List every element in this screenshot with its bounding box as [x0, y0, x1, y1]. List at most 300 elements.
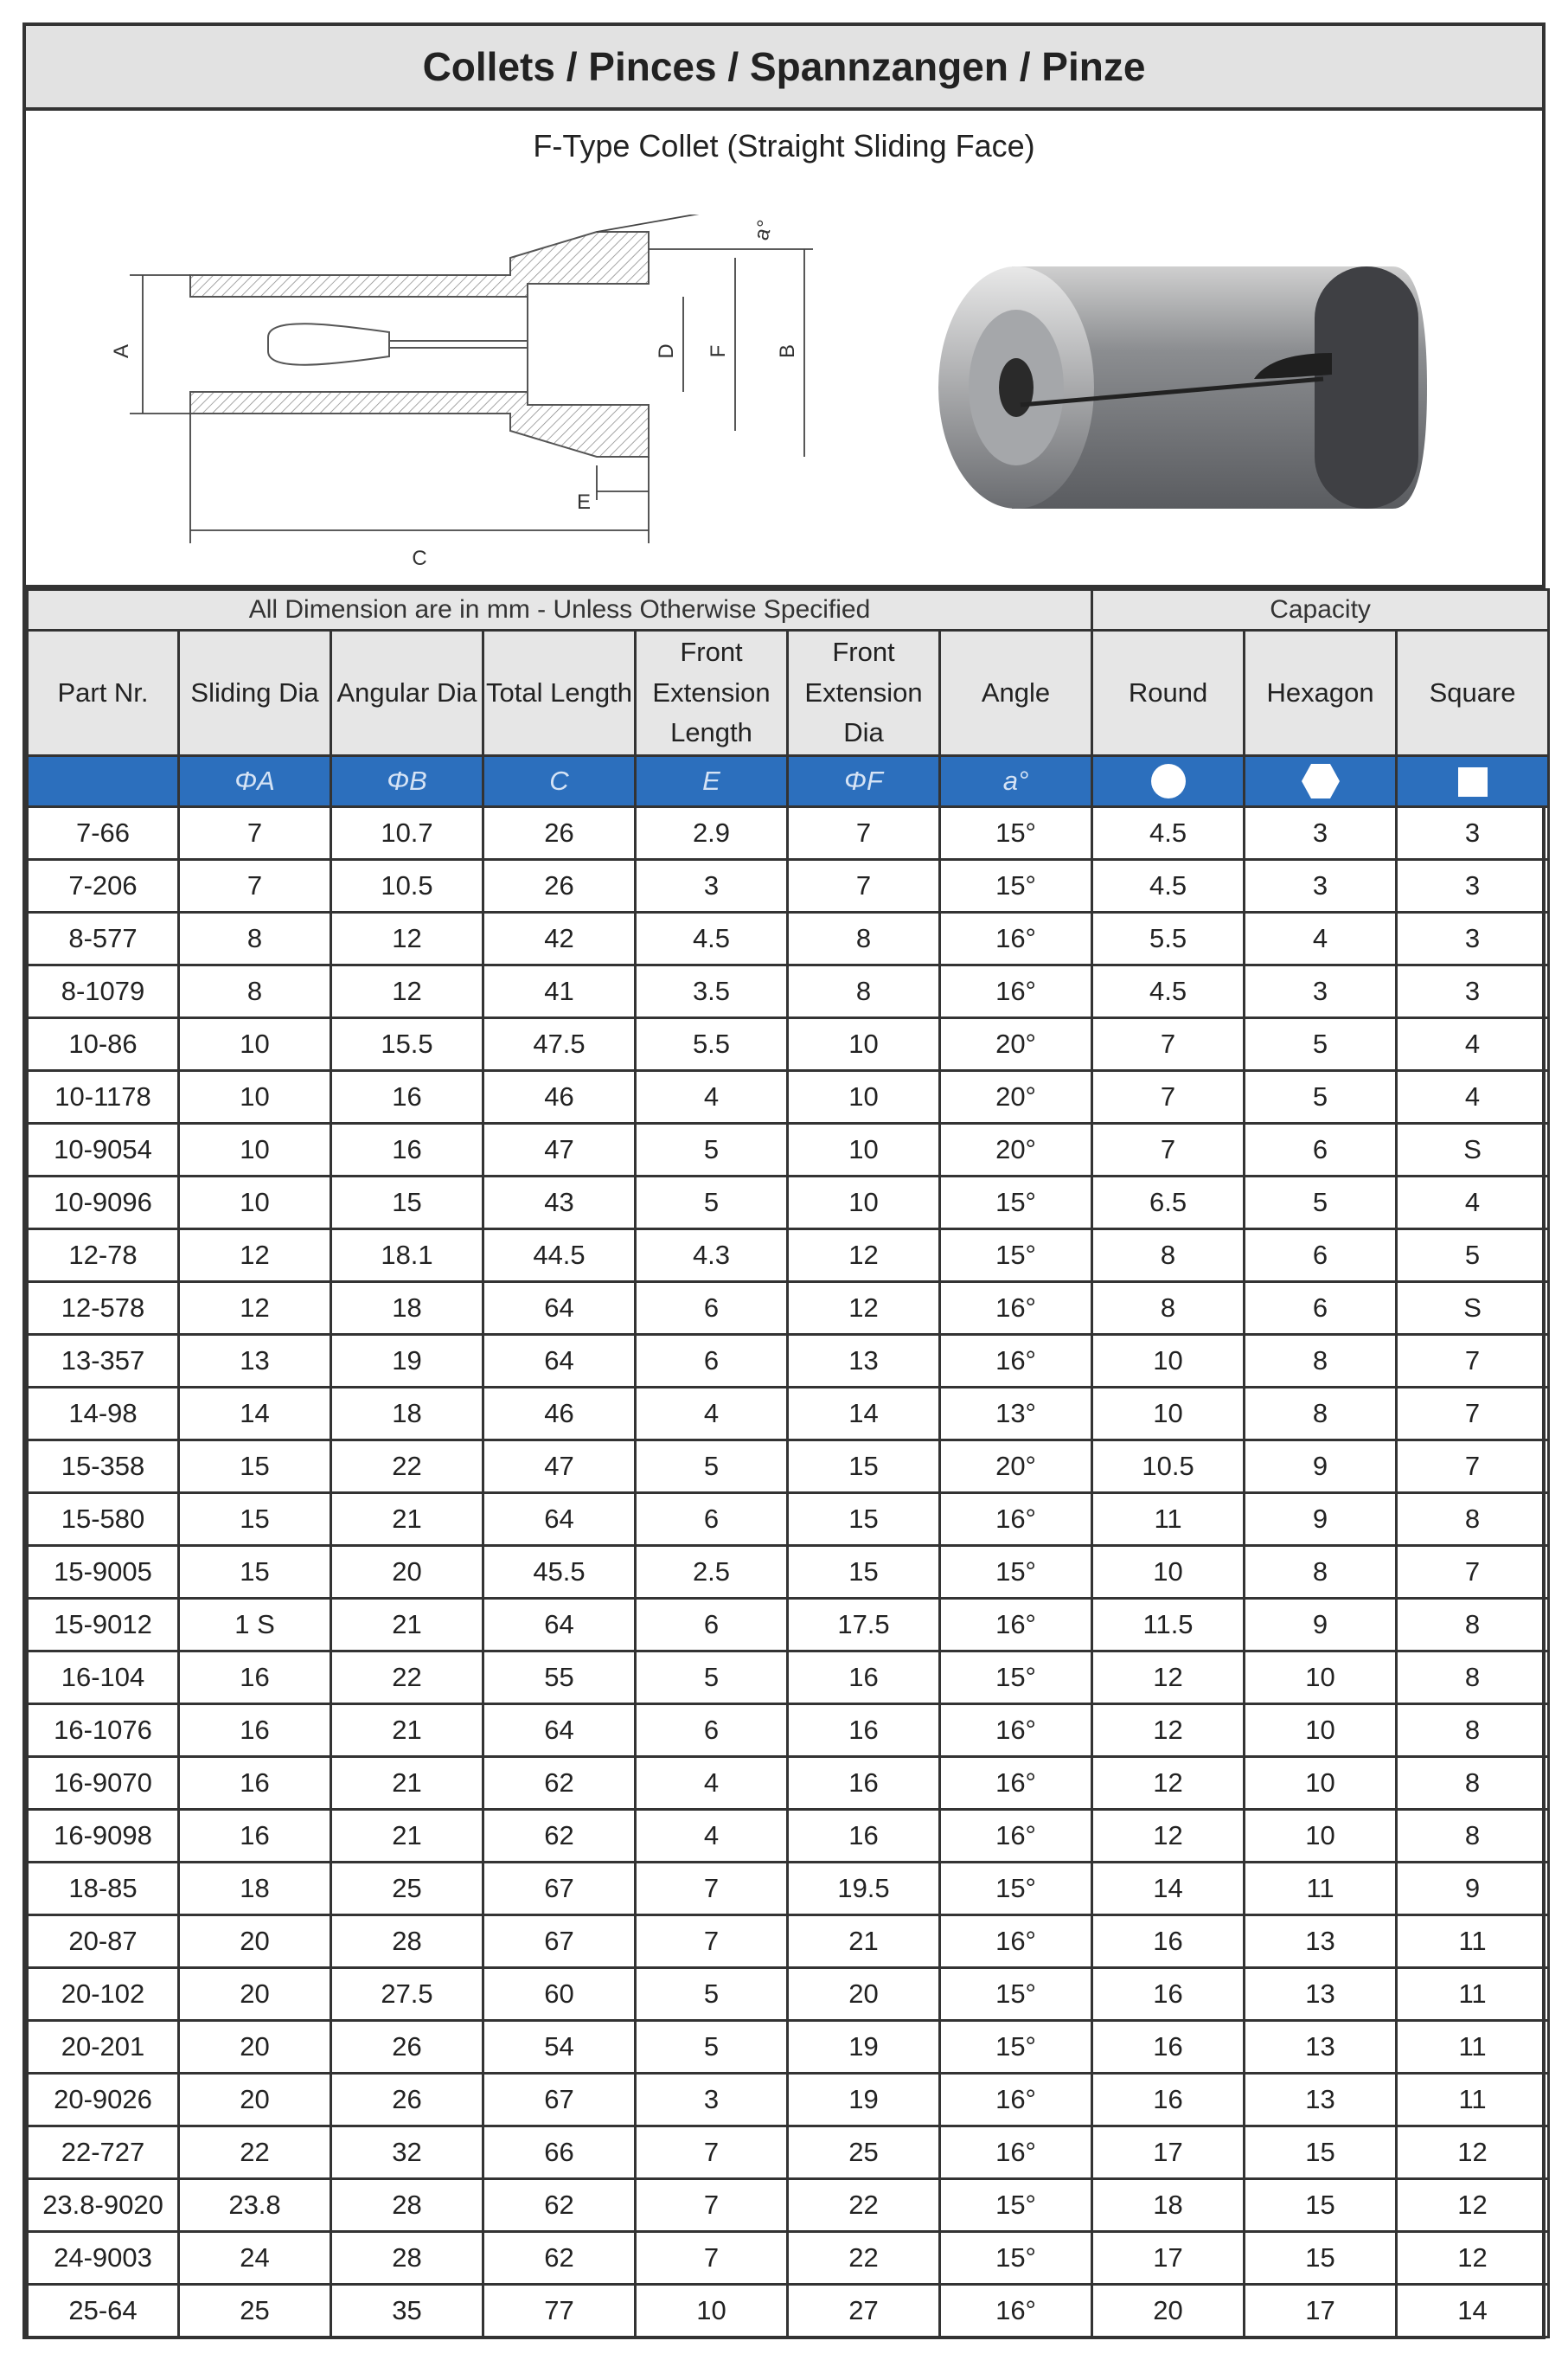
cell-front-extension-dia: 16: [788, 1757, 940, 1810]
cell-hexagon: 8: [1245, 1546, 1397, 1599]
cell-front-extension-dia: 15: [788, 1546, 940, 1599]
cell-total-length: 62: [483, 2232, 636, 2285]
cell-front-extension-dia: 21: [788, 1915, 940, 1968]
cell-front-extension-dia: 16: [788, 1651, 940, 1704]
cell-angular-dia: 16: [331, 1124, 483, 1177]
cell-part-nr: 25-64: [28, 2285, 179, 2338]
cell-front-extension-length: 6: [636, 1335, 788, 1388]
cell-sliding-dia: 15: [179, 1440, 331, 1493]
cell-part-nr: 8-1079: [28, 965, 179, 1018]
cell-part-nr: 18-85: [28, 1863, 179, 1915]
hexagon-icon: [1301, 763, 1341, 799]
cell-total-length: 64: [483, 1335, 636, 1388]
cell-angular-dia: 28: [331, 2232, 483, 2285]
cell-part-nr: 12-78: [28, 1229, 179, 1282]
cell-round: 11.5: [1092, 1599, 1245, 1651]
table-row: [28, 1071, 1549, 1124]
table-row: [28, 1704, 1549, 1757]
cell-square: 11: [1397, 2021, 1549, 2074]
cell-total-length: 44.5: [483, 1229, 636, 1282]
table-row: [28, 2074, 1549, 2126]
cell-front-extension-dia: 14: [788, 1388, 940, 1440]
cell-total-length: 64: [483, 1282, 636, 1335]
cell-angular-dia: 20: [331, 1546, 483, 1599]
cell-angle: 16°: [940, 2074, 1092, 2126]
table-row: [28, 1863, 1549, 1915]
cell-angle: 16°: [940, 1757, 1092, 1810]
cell-angular-dia: 15.5: [331, 1018, 483, 1071]
cell-angle: 16°: [940, 1599, 1092, 1651]
cell-front-extension-dia: 19.5: [788, 1863, 940, 1915]
cell-angular-dia: 28: [331, 2179, 483, 2232]
cell-angular-dia: 21: [331, 1757, 483, 1810]
cell-square: 8: [1397, 1704, 1549, 1757]
cell-hexagon: 9: [1245, 1440, 1397, 1493]
table-row: [28, 807, 1549, 860]
symbol-square: [1397, 756, 1549, 807]
cell-sliding-dia: 1 S: [179, 1599, 331, 1651]
cell-total-length: 47: [483, 1440, 636, 1493]
cell-hexagon: 10: [1245, 1757, 1397, 1810]
cell-front-extension-length: 4: [636, 1388, 788, 1440]
cell-front-extension-length: 7: [636, 1915, 788, 1968]
cell-angular-dia: 22: [331, 1651, 483, 1704]
cell-round: 7: [1092, 1071, 1245, 1124]
cell-front-extension-dia: 10: [788, 1071, 940, 1124]
cell-round: 5.5: [1092, 913, 1245, 965]
cell-square: 14: [1397, 2285, 1549, 2338]
cell-front-extension-dia: 15: [788, 1493, 940, 1546]
cell-front-extension-length: 5: [636, 2021, 788, 2074]
cell-round: 8: [1092, 1282, 1245, 1335]
cell-angle: 20°: [940, 1124, 1092, 1177]
cell-square: 7: [1397, 1440, 1549, 1493]
cell-square: 7: [1397, 1388, 1549, 1440]
cell-angular-dia: 12: [331, 965, 483, 1018]
cell-total-length: 77: [483, 2285, 636, 2338]
cell-total-length: 47: [483, 1124, 636, 1177]
table-row: [28, 2021, 1549, 2074]
cell-sliding-dia: 10: [179, 1124, 331, 1177]
cell-total-length: 55: [483, 1651, 636, 1704]
symbol-hexagon: [1245, 756, 1397, 807]
cell-sliding-dia: 16: [179, 1757, 331, 1810]
cell-angular-dia: 18: [331, 1282, 483, 1335]
cell-angle: 15°: [940, 2021, 1092, 2074]
cell-angular-dia: 12: [331, 913, 483, 965]
cell-hexagon: 13: [1245, 2074, 1397, 2126]
cell-front-extension-dia: 10: [788, 1018, 940, 1071]
header-angle: Angle: [940, 631, 1092, 756]
cell-round: 12: [1092, 1757, 1245, 1810]
cell-angular-dia: 27.5: [331, 1968, 483, 2021]
cell-front-extension-length: 2.9: [636, 807, 788, 860]
cell-front-extension-dia: 10: [788, 1124, 940, 1177]
cell-part-nr: 15-358: [28, 1440, 179, 1493]
cell-hexagon: 5: [1245, 1071, 1397, 1124]
cell-sliding-dia: 10: [179, 1071, 331, 1124]
table-row: [28, 1388, 1549, 1440]
cell-round: 10.5: [1092, 1440, 1245, 1493]
cell-angle: 15°: [940, 1863, 1092, 1915]
cell-front-extension-dia: 16: [788, 1704, 940, 1757]
cell-hexagon: 13: [1245, 1915, 1397, 1968]
cell-round: 12: [1092, 1704, 1245, 1757]
cell-sliding-dia: 16: [179, 1704, 331, 1757]
cell-angle: 20°: [940, 1071, 1092, 1124]
header-total-length: Total Length: [483, 631, 636, 756]
cell-square: 11: [1397, 1968, 1549, 2021]
symbol-angle: a°: [940, 756, 1092, 807]
cell-square: 4: [1397, 1018, 1549, 1071]
cell-angle: 15°: [940, 1968, 1092, 2021]
cell-round: 17: [1092, 2126, 1245, 2179]
column-header-row: [28, 631, 1549, 756]
cell-sliding-dia: 7: [179, 807, 331, 860]
cell-sliding-dia: 20: [179, 1968, 331, 2021]
cell-sliding-dia: 14: [179, 1388, 331, 1440]
cell-sliding-dia: 8: [179, 913, 331, 965]
square-icon: [1458, 767, 1488, 797]
cell-front-extension-length: 3: [636, 860, 788, 913]
cell-part-nr: 8-577: [28, 913, 179, 965]
collet-photo: [908, 232, 1444, 543]
table-row: [28, 1968, 1549, 2021]
cell-round: 20: [1092, 2285, 1245, 2338]
header-sliding-dia: Sliding Dia: [179, 631, 331, 756]
cell-part-nr: 20-201: [28, 2021, 179, 2074]
cell-sliding-dia: 16: [179, 1651, 331, 1704]
table-row: [28, 2126, 1549, 2179]
cell-sliding-dia: 24: [179, 2232, 331, 2285]
cell-hexagon: 10: [1245, 1651, 1397, 1704]
cell-total-length: 67: [483, 2074, 636, 2126]
table-note-row: [28, 590, 1549, 631]
cell-front-extension-length: 7: [636, 2232, 788, 2285]
cell-front-extension-length: 6: [636, 1282, 788, 1335]
table-row: [28, 860, 1549, 913]
cell-front-extension-length: 4: [636, 1757, 788, 1810]
cell-front-extension-length: 2.5: [636, 1546, 788, 1599]
cell-angle: 15°: [940, 2179, 1092, 2232]
figure-panel: [26, 111, 1542, 588]
cell-total-length: 43: [483, 1177, 636, 1229]
cell-front-extension-dia: 22: [788, 2179, 940, 2232]
table-row: [28, 1229, 1549, 1282]
dimension-label-b: B: [776, 343, 799, 359]
cell-square: 8: [1397, 1493, 1549, 1546]
cell-front-extension-length: 7: [636, 2126, 788, 2179]
cell-front-extension-length: 4: [636, 1071, 788, 1124]
cell-angular-dia: 16: [331, 1071, 483, 1124]
symbol-round: [1092, 756, 1245, 807]
cell-hexagon: 3: [1245, 807, 1397, 860]
cell-sliding-dia: 23.8: [179, 2179, 331, 2232]
cell-sliding-dia: 15: [179, 1493, 331, 1546]
cell-hexagon: 5: [1245, 1177, 1397, 1229]
table-row: [28, 1599, 1549, 1651]
header-part-nr: Part Nr.: [28, 631, 179, 756]
cell-sliding-dia: 12: [179, 1282, 331, 1335]
cell-front-extension-length: 3: [636, 2074, 788, 2126]
cell-hexagon: 9: [1245, 1493, 1397, 1546]
cell-angular-dia: 25: [331, 1863, 483, 1915]
cell-angle: 16°: [940, 965, 1092, 1018]
cell-round: 10: [1092, 1546, 1245, 1599]
cell-sliding-dia: 18: [179, 1863, 331, 1915]
cell-part-nr: 20-9026: [28, 2074, 179, 2126]
cell-square: 8: [1397, 1757, 1549, 1810]
cell-part-nr: 10-86: [28, 1018, 179, 1071]
cell-part-nr: 16-104: [28, 1651, 179, 1704]
cell-angular-dia: 15: [331, 1177, 483, 1229]
cell-angle: 15°: [940, 1651, 1092, 1704]
cell-part-nr: 16-1076: [28, 1704, 179, 1757]
cell-total-length: 46: [483, 1388, 636, 1440]
symbol-angular-dia: ΦB: [331, 756, 483, 807]
page-title: Collets / Pinces / Spannzangen / Pinze: [26, 26, 1542, 111]
table-row: [28, 1757, 1549, 1810]
cell-front-extension-dia: 15: [788, 1440, 940, 1493]
cell-angle: 20°: [940, 1440, 1092, 1493]
cell-angle: 15°: [940, 1546, 1092, 1599]
cell-hexagon: 3: [1245, 965, 1397, 1018]
cell-round: 7: [1092, 1018, 1245, 1071]
cell-front-extension-dia: 20: [788, 1968, 940, 2021]
cell-front-extension-length: 5: [636, 1177, 788, 1229]
cell-round: 14: [1092, 1863, 1245, 1915]
table-row: [28, 1546, 1549, 1599]
cell-front-extension-length: 10: [636, 2285, 788, 2338]
table-row: [28, 913, 1549, 965]
cell-sliding-dia: 7: [179, 860, 331, 913]
cell-round: 16: [1092, 2021, 1245, 2074]
cell-front-extension-length: 7: [636, 2179, 788, 2232]
cell-front-extension-dia: 27: [788, 2285, 940, 2338]
cell-angular-dia: 32: [331, 2126, 483, 2179]
cell-angle: 16°: [940, 1704, 1092, 1757]
cell-angular-dia: 10.7: [331, 807, 483, 860]
table-row: [28, 1915, 1549, 1968]
cell-front-extension-length: 5: [636, 1124, 788, 1177]
cell-front-extension-dia: 19: [788, 2021, 940, 2074]
cell-total-length: 26: [483, 807, 636, 860]
cell-part-nr: 10-9054: [28, 1124, 179, 1177]
cell-total-length: 64: [483, 1599, 636, 1651]
cell-angular-dia: 21: [331, 1599, 483, 1651]
cell-part-nr: 23.8-9020: [28, 2179, 179, 2232]
cell-square: 9: [1397, 1863, 1549, 1915]
cell-angular-dia: 10.5: [331, 860, 483, 913]
figure-subtitle: F-Type Collet (Straight Sliding Face): [533, 128, 1035, 164]
cell-part-nr: 20-102: [28, 1968, 179, 2021]
cell-total-length: 46: [483, 1071, 636, 1124]
cell-round: 12: [1092, 1651, 1245, 1704]
cell-hexagon: 10: [1245, 1810, 1397, 1863]
cell-front-extension-dia: 8: [788, 913, 940, 965]
cell-square: S: [1397, 1282, 1549, 1335]
cell-front-extension-dia: 17.5: [788, 1599, 940, 1651]
cell-front-extension-length: 6: [636, 1599, 788, 1651]
cell-angle: 16°: [940, 1493, 1092, 1546]
cell-square: 3: [1397, 913, 1549, 965]
cell-square: 3: [1397, 965, 1549, 1018]
cell-angular-dia: 18.1: [331, 1229, 483, 1282]
symbol-sliding-dia: ΦA: [179, 756, 331, 807]
cell-angle: 20°: [940, 1018, 1092, 1071]
cell-total-length: 26: [483, 860, 636, 913]
cell-square: 4: [1397, 1071, 1549, 1124]
cell-total-length: 47.5: [483, 1018, 636, 1071]
cell-angular-dia: 21: [331, 1493, 483, 1546]
cell-hexagon: 15: [1245, 2179, 1397, 2232]
cell-round: 8: [1092, 1229, 1245, 1282]
table-row: [28, 1124, 1549, 1177]
dimension-label-e: E: [576, 491, 592, 514]
cell-front-extension-dia: 7: [788, 860, 940, 913]
cell-angle: 16°: [940, 1282, 1092, 1335]
cell-sliding-dia: 16: [179, 1810, 331, 1863]
cell-hexagon: 6: [1245, 1282, 1397, 1335]
dimension-label-f: F: [707, 344, 730, 358]
cell-front-extension-dia: 19: [788, 2074, 940, 2126]
table-row: [28, 1282, 1549, 1335]
cell-round: 10: [1092, 1388, 1245, 1440]
cell-angle: 15°: [940, 1177, 1092, 1229]
cell-square: 12: [1397, 2232, 1549, 2285]
cell-angle: 15°: [940, 1229, 1092, 1282]
cell-square: 12: [1397, 2179, 1549, 2232]
cell-round: 17: [1092, 2232, 1245, 2285]
cell-total-length: 62: [483, 2179, 636, 2232]
cell-angular-dia: 21: [331, 1704, 483, 1757]
cell-round: 12: [1092, 1810, 1245, 1863]
cell-sliding-dia: 10: [179, 1018, 331, 1071]
symbol-front-extension-length: E: [636, 756, 788, 807]
cell-total-length: 62: [483, 1757, 636, 1810]
cell-front-extension-dia: 25: [788, 2126, 940, 2179]
cell-angular-dia: 26: [331, 2074, 483, 2126]
cell-hexagon: 9: [1245, 1599, 1397, 1651]
cell-square: S: [1397, 1124, 1549, 1177]
cell-total-length: 67: [483, 1915, 636, 1968]
cell-front-extension-length: 6: [636, 1704, 788, 1757]
cell-sliding-dia: 13: [179, 1335, 331, 1388]
cell-total-length: 41: [483, 965, 636, 1018]
cell-front-extension-length: 6: [636, 1493, 788, 1546]
cell-sliding-dia: 25: [179, 2285, 331, 2338]
capacity-group-header: Capacity: [1092, 590, 1549, 631]
cell-square: 4: [1397, 1177, 1549, 1229]
cell-round: 18: [1092, 2179, 1245, 2232]
cell-front-extension-dia: 12: [788, 1229, 940, 1282]
cell-square: 8: [1397, 1651, 1549, 1704]
cell-total-length: 42: [483, 913, 636, 965]
cell-hexagon: 11: [1245, 1863, 1397, 1915]
cell-hexagon: 15: [1245, 2126, 1397, 2179]
cell-round: 16: [1092, 1915, 1245, 1968]
cell-square: 3: [1397, 807, 1549, 860]
cell-part-nr: 22-727: [28, 2126, 179, 2179]
cell-angle: 16°: [940, 2285, 1092, 2338]
cell-part-nr: 16-9098: [28, 1810, 179, 1863]
symbol-row: [28, 756, 1549, 807]
cell-front-extension-dia: 7: [788, 807, 940, 860]
dimension-label-a-upper: A: [110, 343, 133, 359]
cell-square: 8: [1397, 1810, 1549, 1863]
cell-square: 5: [1397, 1229, 1549, 1282]
cell-part-nr: 24-9003: [28, 2232, 179, 2285]
table-body: [28, 807, 1549, 2338]
cell-front-extension-length: 3.5: [636, 965, 788, 1018]
header-front-extension-dia: Front Extension Dia: [788, 631, 940, 756]
dimension-note: All Dimension are in mm - Unless Otherwise Specified: [28, 590, 1092, 631]
symbol-total-length: C: [483, 756, 636, 807]
symbol-front-extension-dia: ΦF: [788, 756, 940, 807]
cell-square: 11: [1397, 2074, 1549, 2126]
cell-front-extension-length: 5: [636, 1651, 788, 1704]
cell-round: 16: [1092, 2074, 1245, 2126]
table-row: [28, 1335, 1549, 1388]
table-row: [28, 2285, 1549, 2338]
cell-part-nr: 7-206: [28, 860, 179, 913]
cell-square: 7: [1397, 1335, 1549, 1388]
cell-sliding-dia: 20: [179, 2021, 331, 2074]
collet-section: [190, 232, 649, 457]
cell-front-extension-length: 5: [636, 1968, 788, 2021]
cell-front-extension-length: 4.3: [636, 1229, 788, 1282]
cell-hexagon: 6: [1245, 1124, 1397, 1177]
collet-spec-table: [26, 588, 1550, 2338]
cell-angle: 15°: [940, 2232, 1092, 2285]
cell-front-extension-dia: 10: [788, 1177, 940, 1229]
cell-front-extension-dia: 13: [788, 1335, 940, 1388]
cell-angular-dia: 21: [331, 1810, 483, 1863]
cell-part-nr: 15-9005: [28, 1546, 179, 1599]
header-front-extension-length: Front Extension Length: [636, 631, 788, 756]
cell-total-length: 66: [483, 2126, 636, 2179]
cell-round: 16: [1092, 1968, 1245, 2021]
cell-angle: 13°: [940, 1388, 1092, 1440]
cell-hexagon: 13: [1245, 2021, 1397, 2074]
table-row: [28, 1440, 1549, 1493]
cell-sliding-dia: 12: [179, 1229, 331, 1282]
cell-angle: 16°: [940, 1335, 1092, 1388]
cell-part-nr: 13-357: [28, 1335, 179, 1388]
cell-square: 7: [1397, 1546, 1549, 1599]
cell-hexagon: 13: [1245, 1968, 1397, 2021]
cell-hexagon: 8: [1245, 1335, 1397, 1388]
cell-round: 10: [1092, 1335, 1245, 1388]
cell-angle: 15°: [940, 860, 1092, 913]
cell-square: 11: [1397, 1915, 1549, 1968]
dimension-lines: [130, 215, 813, 543]
cell-front-extension-length: 7: [636, 1863, 788, 1915]
cell-hexagon: 4: [1245, 913, 1397, 965]
cell-angular-dia: 22: [331, 1440, 483, 1493]
cell-angular-dia: 35: [331, 2285, 483, 2338]
cell-square: 12: [1397, 2126, 1549, 2179]
cell-round: 4.5: [1092, 807, 1245, 860]
cell-sliding-dia: 10: [179, 1177, 331, 1229]
technical-drawing: [78, 215, 839, 578]
cell-front-extension-dia: 8: [788, 965, 940, 1018]
cell-front-extension-length: 4.5: [636, 913, 788, 965]
cell-sliding-dia: 22: [179, 2126, 331, 2179]
cell-total-length: 64: [483, 1704, 636, 1757]
cell-total-length: 45.5: [483, 1546, 636, 1599]
cell-angle: 16°: [940, 2126, 1092, 2179]
